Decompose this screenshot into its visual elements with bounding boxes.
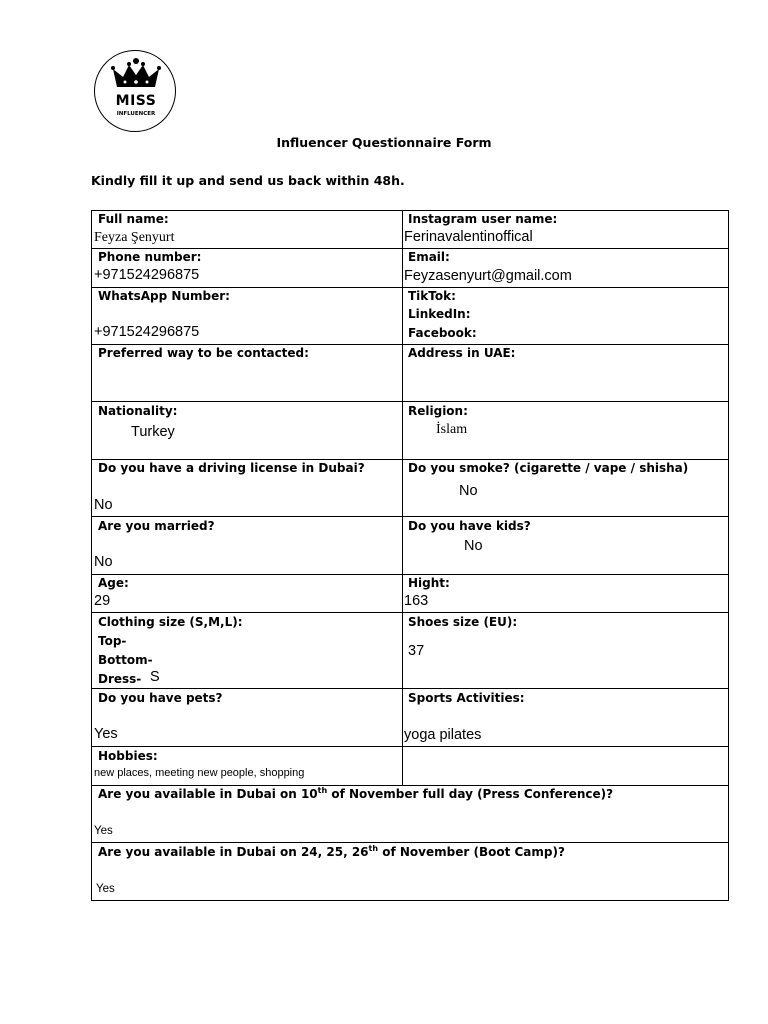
logo-text-sub: INFLUENCER — [116, 111, 156, 117]
married-label: Are you married? — [98, 519, 215, 533]
hobbies-value[interactable]: new places, meeting new people, shopping — [94, 767, 305, 779]
whatsapp-label: WhatsApp Number: — [98, 289, 230, 303]
linkedin-label: LinkedIn: — [408, 307, 471, 321]
press-conference-value[interactable]: Yes — [94, 825, 113, 837]
contact-label: Preferred way to be contacted: — [98, 346, 309, 360]
shoes-label: Shoes size (EU): — [408, 615, 518, 629]
pets-label: Do you have pets? — [98, 691, 223, 705]
age-value[interactable]: 29 — [94, 593, 111, 609]
full-name-label: Full name: — [98, 212, 169, 226]
sports-value[interactable]: yoga pilates — [404, 727, 482, 743]
license-value[interactable]: No — [94, 497, 113, 513]
press-conference-question: Are you available in Dubai on 10th of November full day (Press Conference)? — [98, 786, 614, 801]
hobbies-label: Hobbies: — [98, 749, 158, 763]
religion-label: Religion: — [408, 404, 468, 418]
height-label: Hight: — [408, 576, 450, 590]
clothing-dress-label: Dress- — [98, 672, 142, 686]
clothing-label: Clothing size (S,M,L): — [98, 615, 243, 629]
age-label: Age: — [98, 576, 129, 590]
clothing-dress-value[interactable]: S — [150, 669, 160, 685]
phone-label: Phone number: — [98, 250, 202, 264]
clothing-bottom-label: Bottom- — [98, 653, 153, 667]
kids-label: Do you have kids? — [408, 519, 531, 533]
smoke-value[interactable]: No — [459, 483, 478, 499]
whatsapp-value[interactable]: +971524296875 — [94, 324, 200, 340]
clothing-top-label: Top- — [98, 634, 127, 648]
nationality-value[interactable]: Turkey — [131, 424, 175, 440]
married-value[interactable]: No — [94, 554, 113, 570]
height-value[interactable]: 163 — [404, 593, 429, 609]
boot-camp-question: Are you available in Dubai on 24, 25, 26th of November (Boot Camp)? — [98, 844, 565, 859]
address-label: Address in UAE: — [408, 346, 516, 360]
miss-influencer-logo — [94, 50, 176, 132]
nationality-label: Nationality: — [98, 404, 178, 418]
smoke-label: Do you smoke? (cigarette / vape / shisha) — [408, 461, 689, 475]
logo-text-main: MISS — [115, 93, 157, 109]
pets-value[interactable]: Yes — [94, 726, 118, 742]
full-name-value[interactable]: Feyza Şenyurt — [94, 230, 175, 245]
kids-value[interactable]: No — [464, 538, 483, 554]
form-title: Influencer Questionnaire Form — [276, 135, 492, 150]
phone-value[interactable]: +971524296875 — [94, 267, 200, 283]
sports-label: Sports Activities: — [408, 691, 525, 705]
form-instruction: Kindly fill it up and send us back within 48h. — [91, 173, 405, 188]
instagram-label: Instagram user name: — [408, 212, 558, 226]
instagram-value[interactable]: Ferinavalentinoffical — [404, 229, 533, 245]
license-label: Do you have a driving license in Dubai? — [98, 461, 365, 475]
facebook-label: Facebook: — [408, 326, 477, 340]
shoes-value[interactable]: 37 — [408, 643, 425, 659]
tiktok-label: TikTok: — [408, 289, 456, 303]
email-label: Email: — [408, 250, 450, 264]
boot-camp-value[interactable]: Yes — [96, 883, 115, 895]
religion-value[interactable]: İslam — [436, 422, 468, 437]
email-value[interactable]: Feyzasenyurt@gmail.com — [404, 268, 572, 284]
crown-icon — [95, 51, 177, 133]
